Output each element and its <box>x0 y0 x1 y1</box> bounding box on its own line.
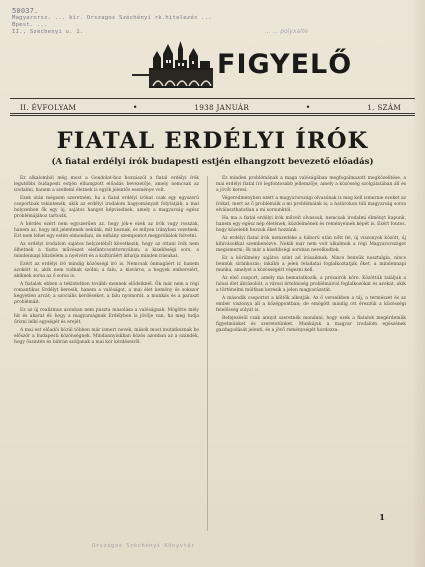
article-paragraph: Ha ma a fiatal erdélyi írók műveit olvassuk, nemcsak irodalmi élményt kapunk, hanem egy egész nép életének, küzdelmének és reményeinek képét is. Ezért fontos, hogy közelebb hozzuk őket hozzánk. <box>216 215 406 234</box>
article-paragraph: Ez a körülmény sajátos színt ad írásaiknak. Nincs bennük nosztalgia, nincs bennük siránkozás; inkább a jelen feladatai foglalkoztatják őket, a mindennapi munka, amelyet a közösségért végezni kell. <box>216 255 406 274</box>
article-paragraph: Ezek után mégsem szeretném, ha a fiatal erdélyi írókat csak egy egyszerű csoportnak tekintenék, akik az erdélyi irodalom hagyományait folytatják; a mai helyzetben ők egy új, sajátos hangot képviselnek, amely a magyarság egész problémájához tartozik. <box>14 195 199 220</box>
issue-number: 1. SZÁM <box>367 103 401 112</box>
handwritten-note: ... ... polyxalte <box>265 28 308 35</box>
issue-date: 1938 JANUÁR <box>194 103 250 112</box>
article-paragraph: Befejezésül csak annyit szeretnék mondani, hogy ezek a fiatalok megérdemlik figyelmünket és szeretetünket. Munkájuk a magyar irodalom egészének gazdagodását jelenti, és a jövő reménységét hordozza. <box>216 315 406 334</box>
stamp-number: 50037. <box>12 7 39 15</box>
separator-dot: • <box>305 103 311 112</box>
bottom-library-stamp: Országos Széchényi Könyvtár <box>92 543 195 549</box>
article-paragraph: Az első csoport, amely ma bemutatkozik, a prózaírók köre. Közöttük találjuk a falusi élet ábrázolóit, a városi értelmiség problémáival foglalkozókat és azokat, akik a történelmi múltban keresik a jelen magyarázatát. <box>216 275 406 294</box>
paper-edge-shadow <box>411 0 425 567</box>
article-paragraph: A második csoportot a költők alkotják. Az ő verseikben a táj, a természet és az ember viszonya áll a középpontban; de emögött mindig ott érezzük a közösségi felelősség súlyát is. <box>216 295 406 314</box>
article-headline: FIATAL ERDÉLYI ÍRÓK <box>56 128 369 154</box>
article-paragraph: A fiatalok ebben a tekintetben tovább mennek elődeiknél. Ők már nem a régi romantikus Erdélyt keresik, hanem a valóságot, a mai élet kemény és sokszor kegyetlen arcát; a szociális kérdéseket, a falu nyomorát, a munkás és a paraszt problémáit. <box>14 282 199 306</box>
article-paragraph: Az erdélyi irodalom sajátos helyzetéből következik, hogy az ottani írók nem élhetnek a tiszta művészet elefántcsonttornyában; a kisebbségi sors, a mindennapi küzdelem a nyelvért és a kultúráért áthatja minden írásukat. <box>14 242 199 260</box>
library-stamp <box>12 8 212 36</box>
separator-dot: • <box>132 103 138 112</box>
article-paragraph: Ez az új realizmus azonban nem puszta másolása a valóságnak. Mögötte mély hit és akarat él: hogy a magyarságnak Erdélyben is jövője van, ha meg tudja őrizni lelki egységét és erejét. <box>14 308 199 326</box>
article-column-left <box>14 176 199 348</box>
stamp-line: Bpest. ... <box>12 22 48 28</box>
issue-line <box>10 102 415 112</box>
page-number: 1 <box>379 513 385 523</box>
header-rule-bottom <box>10 113 415 114</box>
article-paragraph: Ezért az erdélyi író mindig közösségi író is. Nemcsak önmagáért ír, hanem azokért is, akik nem tudnak szólni; a falu, a kisváros, a hegyek embereiért, akiknek sorsa az ő sorsa is. <box>14 262 199 280</box>
article-paragraph: A kérdés ezért nem egyszerűen az, hogy jók-e ezek az írók vagy rosszak, hanem az, hogy mit jelentenek nekünk, mit hoznak, és milyen irányban vezetnek. Ezt nem lehet egy estén elmondani, de néhány szempontot megpróbálok felvetni. <box>14 222 199 240</box>
stamp-line: Magyarorsz. ... kir. Orszagos Széchényi rk.hitelezés ... <box>12 15 212 21</box>
header-rule-top <box>10 98 415 99</box>
article-paragraph: A mai est előadói közül többen már ismert nevek, mások most mutatkoznak be először a budapesti közönségnek. Mindannyiukban közös azonban az a szándék, hogy őszintén és bátran szóljanak a mai kor kérdéseiről. <box>14 328 199 346</box>
article-paragraph: Ez minden problémának a maga valóságában megfogalmazott megközelítése, a mai erdélyi fiatal író legfontosabb jellemzője, amely a közösség szolgálatában áll és a jövőt keresi. <box>216 176 406 194</box>
masthead-title: FIGYELŐ <box>217 49 353 80</box>
article-paragraph: Az erdélyi fiatal írók nemzedéke a háború után nőtt fel, új viszonyok között, új kihívásokkal szembenézve. Nekik már nem volt alkalmuk a régi Magyarországot megismerni; ők már a kisebbségi sorsban nevelkedtek. <box>216 235 406 254</box>
stamp-line: II., Széchenyi u. 1. <box>12 29 84 35</box>
header-rule-thin <box>10 115 415 116</box>
article-paragraph: Végeredményben ezért a magyarországi olvasónak is meg kell ismernie ezeket az írókat, mert az ő problémáik a mi problémáink is; a határokon túli magyarság sorsa elválaszthatatlan a mi sorsunktól. <box>216 195 406 214</box>
masthead <box>147 38 352 94</box>
column-divider <box>207 176 208 531</box>
article-column-right <box>216 176 406 336</box>
town-silhouette-logo <box>147 38 215 94</box>
article-subhead: (A fiatal erdélyi írók budapesti estjén elhangzott bevezető előadás) <box>51 157 374 167</box>
volume-label: II. ÉVFOLYAM <box>20 103 77 112</box>
article-paragraph: Ez alkalomból még most a Gondolat-hoz hozzászól a fiatal erdélyi írók legutóbbi budapesti estjén elhangzott előadás bevezetője, amely nemcsak az irodalmi, hanem a szellemi életnek is egyik jelentős eseménye volt. <box>14 176 199 194</box>
